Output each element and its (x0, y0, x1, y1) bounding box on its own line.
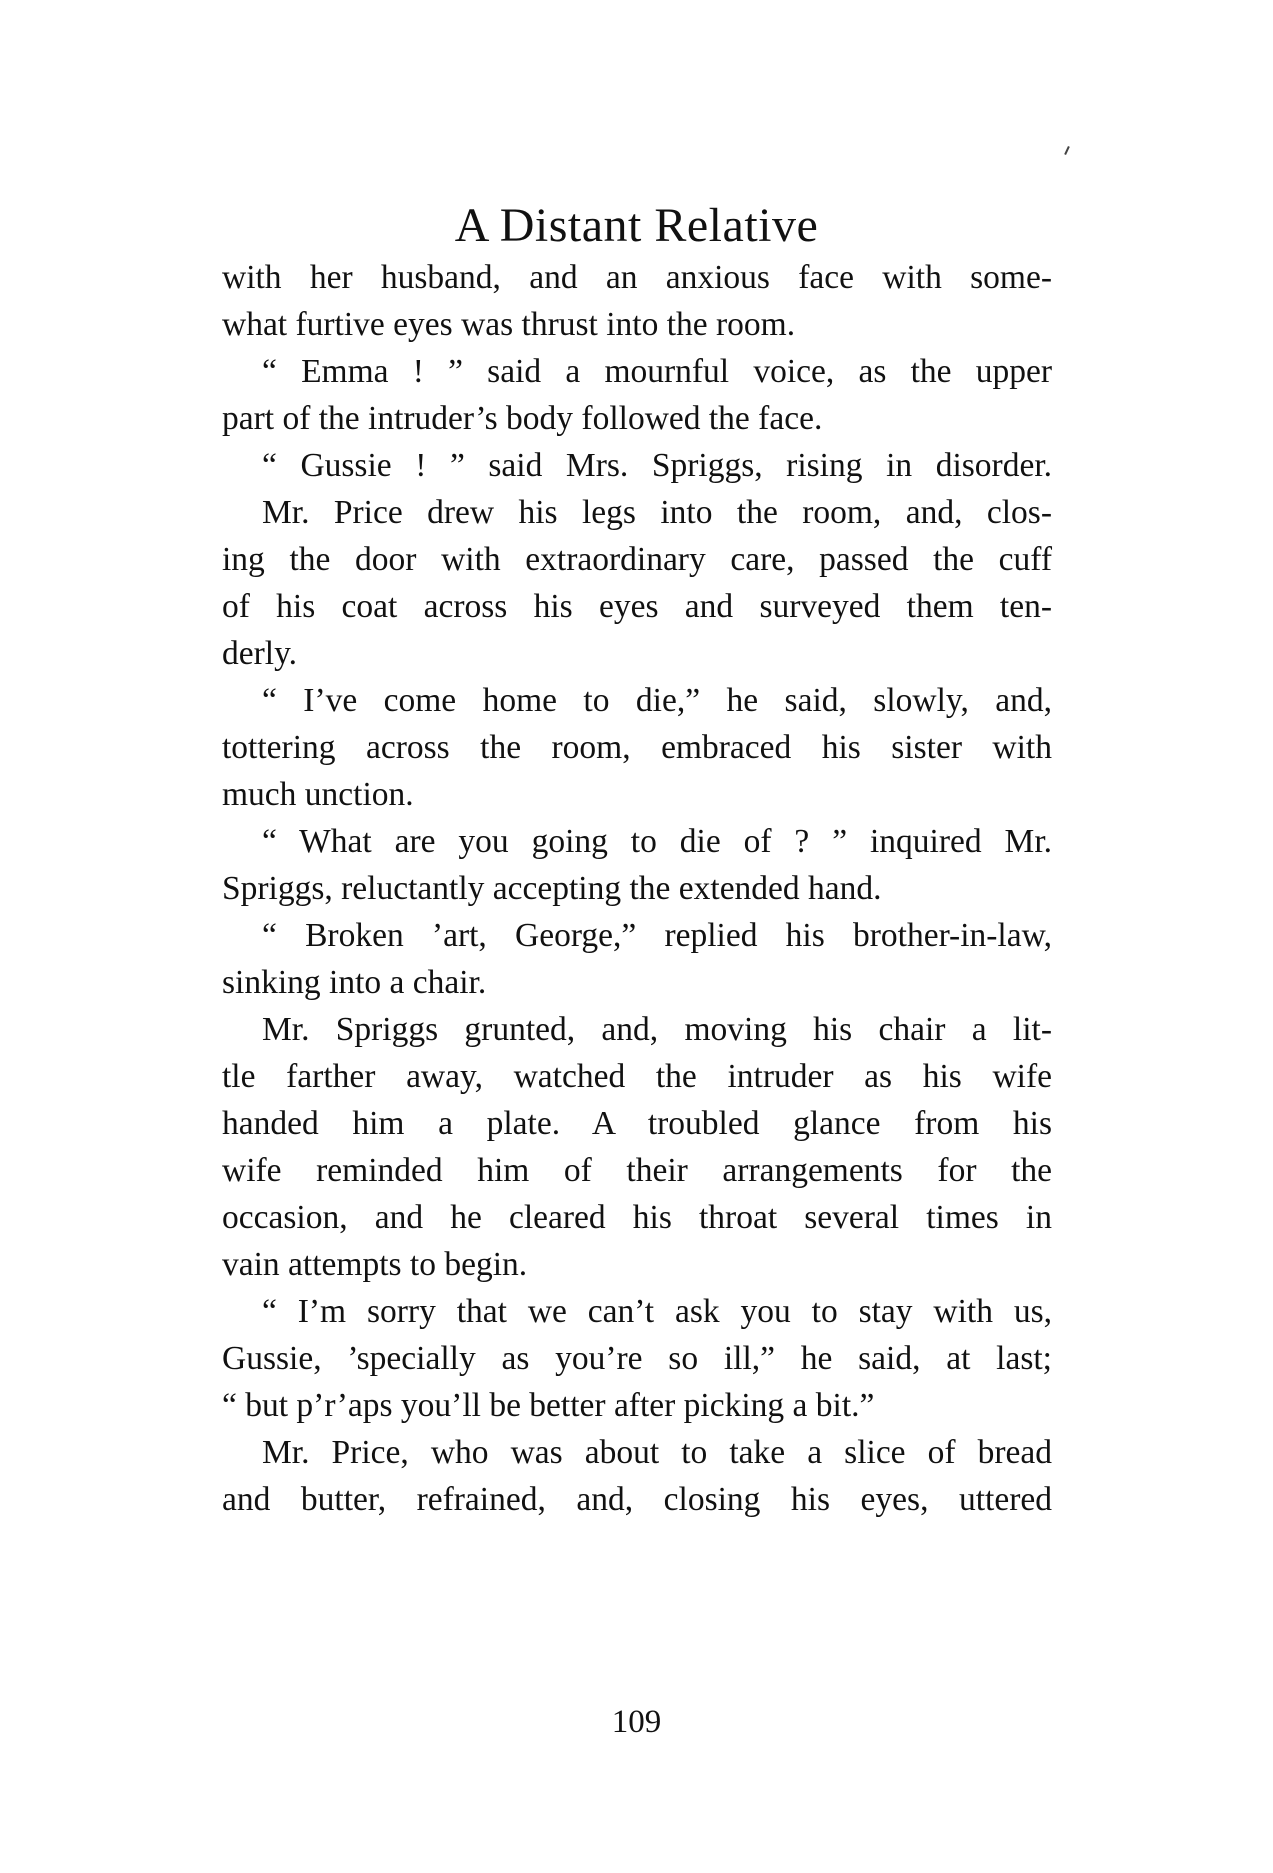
body-text (222, 254, 1052, 1523)
text-line: occasion, and he cleared his throat several times in (222, 1199, 1052, 1236)
running-title: A Distant Relative (454, 199, 819, 252)
text-line: handed him a plate. A troubled glance from his (222, 1105, 1052, 1142)
text-line: tle farther away, watched the intruder as his wife (222, 1058, 1052, 1095)
text-line: Spriggs, reluctantly accepting the extended hand. (222, 870, 882, 907)
text-line: vain attempts to begin. (222, 1246, 528, 1283)
text-line: much unction. (222, 776, 414, 813)
text-line: Mr. Spriggs grunted, and, moving his chair a lit- (262, 1011, 1052, 1048)
text-line: “ Emma ! ” said a mournful voice, as the upper (262, 353, 1052, 390)
text-line: ing the door with extraordinary care, passed the cuff (222, 541, 1052, 578)
text-line: of his coat across his eyes and surveyed them ten- (222, 588, 1052, 625)
stray-ink-mark (1064, 146, 1070, 155)
text-line: “ I’ve come home to die,” he said, slowly, and, (262, 682, 1052, 719)
text-line: wife reminded him of their arrangements for the (222, 1152, 1052, 1189)
text-line: “ Gussie ! ” said Mrs. Spriggs, rising in disorder. (262, 447, 1052, 484)
text-line: Mr. Price drew his legs into the room, and, clos- (262, 494, 1052, 531)
text-line: “ What are you going to die of ? ” inquired Mr. (262, 823, 1052, 860)
text-line: derly. (222, 635, 298, 672)
text-line: with her husband, and an anxious face with some- (222, 259, 1052, 296)
text-line: Mr. Price, who was about to take a slice of bread (262, 1434, 1052, 1471)
text-line: “ Broken ’art, George,” replied his brother-in-law, (262, 917, 1052, 954)
page-number: 109 (611, 1704, 662, 1740)
text-line: Gussie, ’specially as you’re so ill,” he said, at last; (222, 1340, 1052, 1377)
text-line: part of the intruder’s body followed the face. (222, 400, 823, 437)
text-line: sinking into a chair. (222, 964, 487, 1001)
text-line: “ but p’r’aps you’ll be better after picking a bit.” (222, 1387, 875, 1424)
text-line: what furtive eyes was thrust into the room. (222, 306, 796, 343)
text-line: “ I’m sorry that we can’t ask you to stay with us, (262, 1293, 1052, 1330)
text-line: tottering across the room, embraced his sister with (222, 729, 1052, 766)
text-line: and butter, refrained, and, closing his eyes, uttered (222, 1481, 1052, 1518)
